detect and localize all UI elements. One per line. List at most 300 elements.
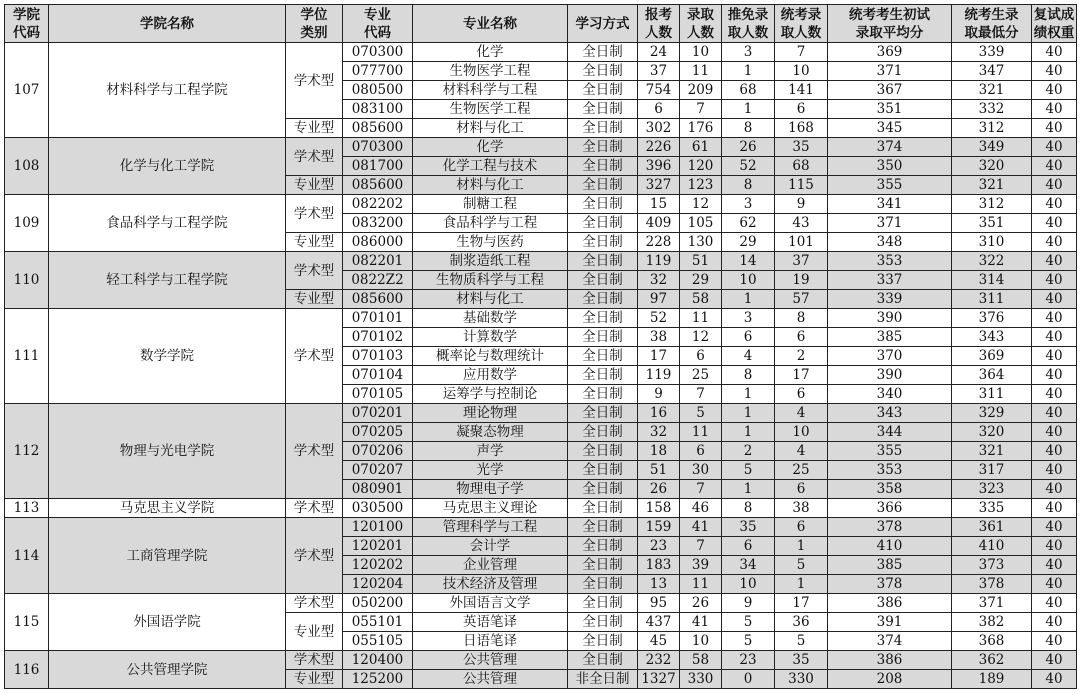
- major-name-cell: 制浆造纸工程: [413, 252, 568, 271]
- recommended-cell: 5: [722, 461, 775, 480]
- avg-score-cell: 353: [828, 252, 952, 271]
- degree-type-cell: 学术型: [286, 651, 343, 670]
- header-avg-score: [828, 5, 952, 43]
- min-score-cell: 378: [952, 575, 1032, 594]
- major-name-cell: 计算数学: [413, 328, 568, 347]
- applicants-cell: 17: [638, 347, 680, 366]
- header-major-code-line: 代码: [364, 24, 391, 41]
- min-score-cell: 323: [952, 480, 1032, 499]
- major-code-cell: 070300: [343, 43, 413, 62]
- recommended-cell: 8: [722, 366, 775, 385]
- header-college-code-line: 学院: [13, 6, 40, 23]
- applicants-cell: 6: [638, 100, 680, 119]
- avg-score-cell: 374: [828, 138, 952, 157]
- recommended-cell: 1: [722, 100, 775, 119]
- major-code-cell: 085600: [343, 176, 413, 195]
- retest-weight-cell: 40: [1032, 651, 1077, 670]
- college-code-cell: 110: [5, 252, 49, 309]
- applicants-cell: 9: [638, 385, 680, 404]
- degree-type-cell: 学术型: [286, 404, 343, 499]
- major-name-cell: 基础数学: [413, 309, 568, 328]
- study-mode-cell: 全日制: [568, 594, 638, 613]
- admitted-cell: 120: [680, 157, 722, 176]
- applicants-cell: 45: [638, 632, 680, 651]
- major-code-cell: 081700: [343, 157, 413, 176]
- admitted-cell: 29: [680, 271, 722, 290]
- degree-type-cell: 学术型: [286, 594, 343, 613]
- applicants-cell: 13: [638, 575, 680, 594]
- avg-score-cell: 390: [828, 309, 952, 328]
- exam-admitted-cell: 8: [775, 309, 828, 328]
- recommended-cell: 6: [722, 537, 775, 556]
- table-row: [5, 138, 1077, 157]
- study-mode-cell: 全日制: [568, 176, 638, 195]
- avg-score-cell: 341: [828, 195, 952, 214]
- study-mode-cell: 全日制: [568, 195, 638, 214]
- degree-type-cell: 学术型: [286, 252, 343, 290]
- min-score-cell: 339: [952, 43, 1032, 62]
- exam-admitted-cell: 7: [775, 43, 828, 62]
- recommended-cell: 1: [722, 385, 775, 404]
- applicants-cell: 24: [638, 43, 680, 62]
- avg-score-cell: 391: [828, 613, 952, 632]
- min-score-cell: 311: [952, 290, 1032, 309]
- exam-admitted-cell: 5: [775, 556, 828, 575]
- college-code-cell: 107: [5, 43, 49, 138]
- exam-admitted-cell: 1: [775, 537, 828, 556]
- major-code-cell: 083200: [343, 214, 413, 233]
- retest-weight-cell: 40: [1032, 594, 1077, 613]
- study-mode-cell: 全日制: [568, 499, 638, 518]
- avg-score-cell: 353: [828, 461, 952, 480]
- exam-admitted-cell: 6: [775, 385, 828, 404]
- header-retest-weight: [1032, 5, 1077, 43]
- retest-weight-cell: 40: [1032, 575, 1077, 594]
- header-avg-score-line: 统考考生初试: [849, 6, 930, 23]
- exam-admitted-cell: 101: [775, 233, 828, 252]
- avg-score-cell: 351: [828, 100, 952, 119]
- study-mode-cell: 全日制: [568, 138, 638, 157]
- min-score-cell: 335: [952, 499, 1032, 518]
- admitted-cell: 330: [680, 670, 722, 689]
- applicants-cell: 16: [638, 404, 680, 423]
- min-score-cell: 321: [952, 442, 1032, 461]
- min-score-cell: 317: [952, 461, 1032, 480]
- admitted-cell: 61: [680, 138, 722, 157]
- avg-score-cell: 337: [828, 271, 952, 290]
- study-mode-cell: 全日制: [568, 100, 638, 119]
- exam-admitted-cell: 168: [775, 119, 828, 138]
- header-min-score: [952, 5, 1032, 43]
- retest-weight-cell: 40: [1032, 347, 1077, 366]
- exam-admitted-cell: 25: [775, 461, 828, 480]
- exam-admitted-cell: 6: [775, 100, 828, 119]
- admitted-cell: 5: [680, 404, 722, 423]
- applicants-cell: 437: [638, 613, 680, 632]
- applicants-cell: 228: [638, 233, 680, 252]
- header-exam-admitted: [775, 5, 828, 43]
- major-code-cell: 082201: [343, 252, 413, 271]
- major-code-cell: 070201: [343, 404, 413, 423]
- major-name-cell: 理论物理: [413, 404, 568, 423]
- admitted-cell: 12: [680, 195, 722, 214]
- major-name-cell: 公共管理: [413, 651, 568, 670]
- applicants-cell: 97: [638, 290, 680, 309]
- exam-admitted-cell: 6: [775, 518, 828, 537]
- header-exam-admitted-line: 统考录: [780, 6, 822, 23]
- retest-weight-cell: 40: [1032, 480, 1077, 499]
- admitted-cell: 25: [680, 366, 722, 385]
- major-code-cell: 120204: [343, 575, 413, 594]
- major-name-cell: 生物医学工程: [413, 62, 568, 81]
- header-college-name-line: 学院名称: [140, 15, 194, 32]
- avg-score-cell: 370: [828, 347, 952, 366]
- exam-admitted-cell: 35: [775, 651, 828, 670]
- table-row: [5, 499, 1077, 518]
- degree-type-cell: 专业型: [286, 670, 343, 689]
- admitted-cell: 51: [680, 252, 722, 271]
- header-retest-weight-line: 复试成: [1033, 6, 1075, 23]
- table-row: [5, 43, 1077, 62]
- major-code-cell: 086000: [343, 233, 413, 252]
- major-name-cell: 企业管理: [413, 556, 568, 575]
- recommended-cell: 8: [722, 119, 775, 138]
- exam-admitted-cell: 10: [775, 62, 828, 81]
- avg-score-cell: 385: [828, 328, 952, 347]
- admitted-cell: 10: [680, 43, 722, 62]
- recommended-cell: 14: [722, 252, 775, 271]
- major-code-cell: 080901: [343, 480, 413, 499]
- college-name-cell: 数学学院: [49, 309, 286, 404]
- applicants-cell: 409: [638, 214, 680, 233]
- recommended-cell: 1: [722, 404, 775, 423]
- min-score-cell: 314: [952, 271, 1032, 290]
- study-mode-cell: 全日制: [568, 613, 638, 632]
- recommended-cell: 3: [722, 43, 775, 62]
- exam-admitted-cell: 10: [775, 423, 828, 442]
- retest-weight-cell: 40: [1032, 119, 1077, 138]
- recommended-cell: 6: [722, 328, 775, 347]
- major-code-cell: 120202: [343, 556, 413, 575]
- recommended-cell: 26: [722, 138, 775, 157]
- major-name-cell: 生物质科学与工程: [413, 271, 568, 290]
- major-name-cell: 材料与化工: [413, 119, 568, 138]
- applicants-cell: 32: [638, 423, 680, 442]
- college-code-cell: 112: [5, 404, 49, 499]
- study-mode-cell: 全日制: [568, 290, 638, 309]
- retest-weight-cell: 40: [1032, 43, 1077, 62]
- exam-admitted-cell: 19: [775, 271, 828, 290]
- major-code-cell: 050200: [343, 594, 413, 613]
- major-code-cell: 120201: [343, 537, 413, 556]
- exam-admitted-cell: 38: [775, 499, 828, 518]
- study-mode-cell: 全日制: [568, 62, 638, 81]
- min-score-cell: 373: [952, 556, 1032, 575]
- retest-weight-cell: 40: [1032, 309, 1077, 328]
- admitted-cell: 6: [680, 442, 722, 461]
- exam-admitted-cell: 68: [775, 157, 828, 176]
- applicants-cell: 37: [638, 62, 680, 81]
- retest-weight-cell: 40: [1032, 442, 1077, 461]
- major-code-cell: 030500: [343, 499, 413, 518]
- avg-score-cell: 339: [828, 290, 952, 309]
- recommended-cell: 5: [722, 613, 775, 632]
- major-name-cell: 生物医学工程: [413, 100, 568, 119]
- college-code-cell: 113: [5, 499, 49, 518]
- major-name-cell: 管理科学与工程: [413, 518, 568, 537]
- header-college-code-line: 代码: [13, 24, 40, 41]
- study-mode-cell: 全日制: [568, 252, 638, 271]
- avg-score-cell: 390: [828, 366, 952, 385]
- retest-weight-cell: 40: [1032, 195, 1077, 214]
- major-name-cell: 马克思主义理论: [413, 499, 568, 518]
- degree-type-cell: 学术型: [286, 43, 343, 119]
- header-admitted-line: 人数: [687, 24, 714, 41]
- retest-weight-cell: 40: [1032, 499, 1077, 518]
- degree-type-cell: 专业型: [286, 119, 343, 138]
- retest-weight-cell: 40: [1032, 366, 1077, 385]
- admitted-cell: 7: [680, 385, 722, 404]
- min-score-cell: 329: [952, 404, 1032, 423]
- table-row: [5, 404, 1077, 423]
- retest-weight-cell: 40: [1032, 404, 1077, 423]
- header-avg-score-line: 录取平均分: [855, 24, 924, 41]
- retest-weight-cell: 40: [1032, 632, 1077, 651]
- min-score-cell: 320: [952, 157, 1032, 176]
- major-name-cell: 光学: [413, 461, 568, 480]
- applicants-cell: 1327: [638, 670, 680, 689]
- recommended-cell: 10: [722, 575, 775, 594]
- study-mode-cell: 全日制: [568, 271, 638, 290]
- study-mode-cell: 全日制: [568, 233, 638, 252]
- header-min-score-line: 统考生录: [964, 6, 1019, 23]
- retest-weight-cell: 40: [1032, 252, 1077, 271]
- retest-weight-cell: 40: [1032, 461, 1077, 480]
- study-mode-cell: 全日制: [568, 651, 638, 670]
- admitted-cell: 10: [680, 632, 722, 651]
- avg-score-cell: 385: [828, 556, 952, 575]
- min-score-cell: 368: [952, 632, 1032, 651]
- study-mode-cell: 全日制: [568, 214, 638, 233]
- applicants-cell: 38: [638, 328, 680, 347]
- table-row: [5, 309, 1077, 328]
- admitted-cell: 105: [680, 214, 722, 233]
- exam-admitted-cell: 6: [775, 480, 828, 499]
- avg-score-cell: 345: [828, 119, 952, 138]
- admitted-cell: 11: [680, 62, 722, 81]
- applicants-cell: 51: [638, 461, 680, 480]
- min-score-cell: 189: [952, 670, 1032, 689]
- header-exam-admitted-line: 取人数: [780, 24, 822, 41]
- major-name-cell: 技术经济及管理: [413, 575, 568, 594]
- study-mode-cell: 全日制: [568, 43, 638, 62]
- major-code-cell: 125200: [343, 670, 413, 689]
- recommended-cell: 2: [722, 442, 775, 461]
- admissions-table: [4, 4, 1077, 689]
- exam-admitted-cell: 115: [775, 176, 828, 195]
- min-score-cell: 361: [952, 518, 1032, 537]
- min-score-cell: 349: [952, 138, 1032, 157]
- header-college-name: [49, 5, 286, 43]
- exam-admitted-cell: 4: [775, 404, 828, 423]
- header-degree-type-line: 学位: [300, 6, 328, 23]
- admitted-cell: 39: [680, 556, 722, 575]
- admitted-cell: 11: [680, 423, 722, 442]
- applicants-cell: 159: [638, 518, 680, 537]
- degree-type-cell: 专业型: [286, 233, 343, 252]
- applicants-cell: 32: [638, 271, 680, 290]
- admitted-cell: 58: [680, 290, 722, 309]
- major-code-cell: 070102: [343, 328, 413, 347]
- header-major-code-line: 专业: [364, 6, 391, 23]
- major-code-cell: 120100: [343, 518, 413, 537]
- min-score-cell: 332: [952, 100, 1032, 119]
- admitted-cell: 58: [680, 651, 722, 670]
- admitted-cell: 176: [680, 119, 722, 138]
- major-code-cell: 070300: [343, 138, 413, 157]
- study-mode-cell: 全日制: [568, 575, 638, 594]
- degree-type-cell: 学术型: [286, 518, 343, 594]
- college-name-cell: 化学与化工学院: [49, 138, 286, 195]
- degree-type-cell: 学术型: [286, 309, 343, 404]
- recommended-cell: 62: [722, 214, 775, 233]
- admitted-cell: 123: [680, 176, 722, 195]
- min-score-cell: 312: [952, 195, 1032, 214]
- major-name-cell: 物理电子学: [413, 480, 568, 499]
- min-score-cell: 371: [952, 594, 1032, 613]
- table-row: [5, 594, 1077, 613]
- study-mode-cell: 全日制: [568, 461, 638, 480]
- avg-score-cell: 350: [828, 157, 952, 176]
- retest-weight-cell: 40: [1032, 176, 1077, 195]
- degree-type-cell: 专业型: [286, 290, 343, 309]
- major-code-cell: 055105: [343, 632, 413, 651]
- exam-admitted-cell: 17: [775, 366, 828, 385]
- recommended-cell: 1: [722, 62, 775, 81]
- header-major-code: [343, 5, 413, 43]
- admitted-cell: 11: [680, 575, 722, 594]
- header-applicants-line: 报考: [645, 6, 672, 23]
- major-name-cell: 应用数学: [413, 366, 568, 385]
- applicants-cell: 754: [638, 81, 680, 100]
- applicants-cell: 158: [638, 499, 680, 518]
- avg-score-cell: 355: [828, 442, 952, 461]
- applicants-cell: 26: [638, 480, 680, 499]
- avg-score-cell: 367: [828, 81, 952, 100]
- min-score-cell: 410: [952, 537, 1032, 556]
- applicants-cell: 232: [638, 651, 680, 670]
- applicants-cell: 226: [638, 138, 680, 157]
- major-code-cell: 070207: [343, 461, 413, 480]
- min-score-cell: 347: [952, 62, 1032, 81]
- college-code-cell: 109: [5, 195, 49, 252]
- min-score-cell: 321: [952, 81, 1032, 100]
- exam-admitted-cell: 9: [775, 195, 828, 214]
- study-mode-cell: 全日制: [568, 157, 638, 176]
- major-name-cell: 英语笔译: [413, 613, 568, 632]
- applicants-cell: 23: [638, 537, 680, 556]
- applicants-cell: 15: [638, 195, 680, 214]
- table-row: [5, 252, 1077, 271]
- recommended-cell: 5: [722, 632, 775, 651]
- header-recommended-line: 取人数: [727, 24, 769, 41]
- avg-score-cell: 378: [828, 518, 952, 537]
- exam-admitted-cell: 37: [775, 252, 828, 271]
- retest-weight-cell: 40: [1032, 81, 1077, 100]
- applicants-cell: 183: [638, 556, 680, 575]
- study-mode-cell: 全日制: [568, 632, 638, 651]
- major-name-cell: 运筹学与控制论: [413, 385, 568, 404]
- retest-weight-cell: 40: [1032, 233, 1077, 252]
- avg-score-cell: 410: [828, 537, 952, 556]
- college-code-cell: 108: [5, 138, 49, 195]
- study-mode-cell: 全日制: [568, 537, 638, 556]
- major-code-cell: 070205: [343, 423, 413, 442]
- recommended-cell: 29: [722, 233, 775, 252]
- retest-weight-cell: 40: [1032, 157, 1077, 176]
- college-name-cell: 食品科学与工程学院: [49, 195, 286, 252]
- table-row: [5, 195, 1077, 214]
- recommended-cell: 10: [722, 271, 775, 290]
- major-code-cell: 083100: [343, 100, 413, 119]
- major-name-cell: 制糖工程: [413, 195, 568, 214]
- study-mode-cell: 全日制: [568, 366, 638, 385]
- avg-score-cell: 371: [828, 62, 952, 81]
- min-score-cell: 376: [952, 309, 1032, 328]
- retest-weight-cell: 40: [1032, 670, 1077, 689]
- admitted-cell: 209: [680, 81, 722, 100]
- major-name-cell: 凝聚态物理: [413, 423, 568, 442]
- avg-score-cell: 348: [828, 233, 952, 252]
- min-score-cell: 362: [952, 651, 1032, 670]
- avg-score-cell: 386: [828, 651, 952, 670]
- major-name-cell: 化学工程与技术: [413, 157, 568, 176]
- retest-weight-cell: 40: [1032, 537, 1077, 556]
- admitted-cell: 7: [680, 537, 722, 556]
- college-name-cell: 物理与光电学院: [49, 404, 286, 499]
- admitted-cell: 46: [680, 499, 722, 518]
- applicants-cell: 52: [638, 309, 680, 328]
- exam-admitted-cell: 330: [775, 670, 828, 689]
- major-name-cell: 材料科学与工程: [413, 81, 568, 100]
- retest-weight-cell: 40: [1032, 100, 1077, 119]
- recommended-cell: 8: [722, 176, 775, 195]
- header-applicants-line: 人数: [645, 24, 672, 41]
- admitted-cell: 130: [680, 233, 722, 252]
- exam-admitted-cell: 141: [775, 81, 828, 100]
- recommended-cell: 8: [722, 499, 775, 518]
- admitted-cell: 11: [680, 309, 722, 328]
- major-name-cell: 日语笔译: [413, 632, 568, 651]
- recommended-cell: 1: [722, 480, 775, 499]
- min-score-cell: 321: [952, 176, 1032, 195]
- header-row: [5, 5, 1077, 43]
- major-code-cell: 077700: [343, 62, 413, 81]
- study-mode-cell: 全日制: [568, 119, 638, 138]
- major-code-cell: 085600: [343, 119, 413, 138]
- major-code-cell: 082202: [343, 195, 413, 214]
- study-mode-cell: 全日制: [568, 347, 638, 366]
- admitted-cell: 7: [680, 480, 722, 499]
- recommended-cell: 3: [722, 195, 775, 214]
- admitted-cell: 7: [680, 100, 722, 119]
- retest-weight-cell: 40: [1032, 518, 1077, 537]
- exam-admitted-cell: 2: [775, 347, 828, 366]
- header-study-mode-line: 学习方式: [575, 15, 630, 32]
- applicants-cell: 119: [638, 366, 680, 385]
- avg-score-cell: 358: [828, 480, 952, 499]
- recommended-cell: 9: [722, 594, 775, 613]
